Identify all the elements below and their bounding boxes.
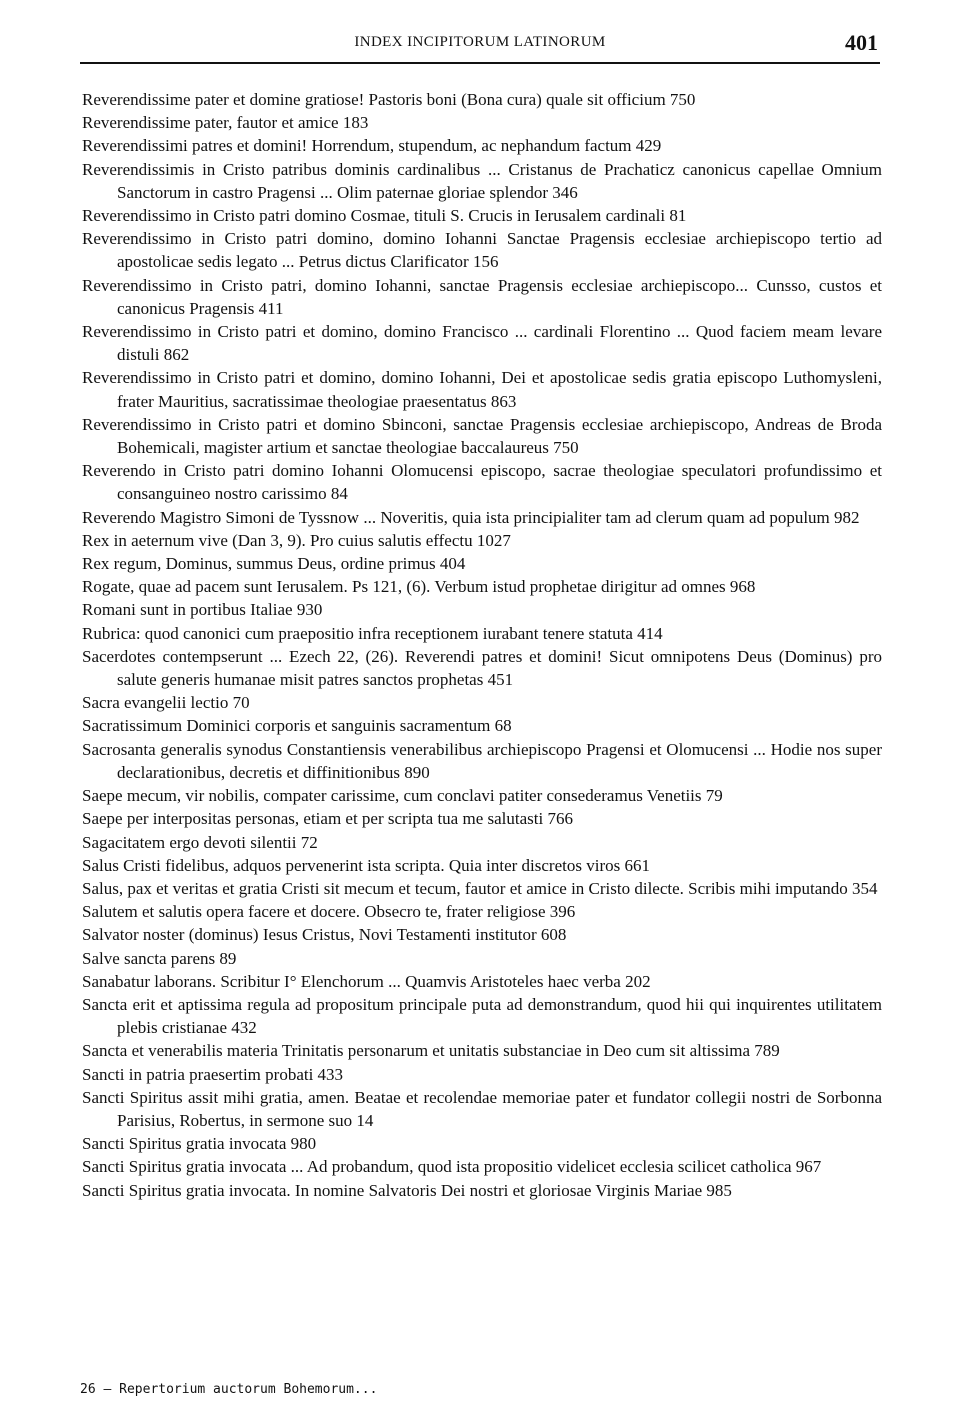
index-entry: Reverendissimi patres et domini! Horrendum, stupendum, ac nephandum factum 429 bbox=[82, 136, 662, 156]
index-entry-list bbox=[82, 88, 882, 1202]
index-entry: Reverendissimo in Cristo patri domino, domino Iohanni Sanctae Pragensis ecclesiae archiepiscopo tertio ad apostolicae sedis legato ... Petrus dictus Clarificator 156 bbox=[82, 229, 882, 272]
index-entry: Sancti Spiritus gratia invocata 980 bbox=[82, 1134, 317, 1154]
index-entry: Salus, pax et veritas et gratia Cristi sit mecum et tecum, fautor et amice in Cristo dilecte. Scribis mihi imputando 354 bbox=[82, 878, 878, 898]
index-entry: Reverendo in Cristo patri domino Iohanni Olomucensi episcopo, sacrae theologiae speculatori profundissimo et consanguineo nostro carissimo 84 bbox=[82, 461, 882, 504]
index-entry: Sacrosanta generalis synodus Constantiensis venerabilibus archiepiscopo Pragensi et Olomucensi ... Hodie nos super declarationibus, decretis et diffinitionibus 890 bbox=[82, 739, 882, 782]
index-entry: Rex regum, Dominus, summus Deus, ordine primus 404 bbox=[82, 554, 466, 574]
index-entry: Salutem et salutis opera facere et docere. Obsecro te, frater religiose 396 bbox=[82, 902, 576, 922]
index-entry: Sancti Spiritus gratia invocata ... Ad probandum, quod ista propositio videlicet ecclesia scilicet catholica 967 bbox=[82, 1157, 822, 1177]
index-entry: Sancti in patria praesertim probati 433 bbox=[82, 1064, 344, 1084]
index-entry: Sancti Spiritus gratia invocata. In nomine Salvatoris Dei nostri et gloriosae Virginis Mariae 985 bbox=[82, 1180, 732, 1200]
index-entry: Rubrica: quod canonici cum praepositio infra receptionem iurabant tenere statuta 414 bbox=[82, 623, 663, 643]
index-entry: Reverendissimo in Cristo patri, domino Iohanni, sanctae Pragensis ecclesiae archiepiscopo... Cunsso, custos et canonicus Pragensis 411 bbox=[82, 275, 882, 318]
index-entry: Reverendissimo in Cristo patri et domino, domino Francisco ... cardinali Florentino ... Quod faciem meam levare distuli 862 bbox=[82, 322, 882, 365]
signature-mark: 26 — Repertorium auctorum Bohemorum... bbox=[80, 1382, 378, 1397]
index-entry: Saepe per interpositas personas, etiam et per scripta tua me salutasti 766 bbox=[82, 809, 573, 829]
index-entry: Sancta et venerabilis materia Trinitatis personarum et unitatis substanciae in Deo cum sit altissima 789 bbox=[82, 1041, 780, 1061]
index-entry: Sagacitatem ergo devoti silentii 72 bbox=[82, 832, 318, 852]
index-entry: Reverendissime pater et domine gratiose! Pastoris boni (Bona cura) quale sit officium 750 bbox=[82, 90, 696, 109]
index-entry: Rex in aeternum vive (Dan 3, 9). Pro cuius salutis effectu 1027 bbox=[82, 530, 511, 550]
index-entry: Sacratissimum Dominici corporis et sanguinis sacramentum 68 bbox=[82, 716, 512, 736]
index-entry: Salus Cristi fidelibus, adquos pervenerint ista scripta. Quia inter discretos viros 661 bbox=[82, 855, 650, 875]
index-entry: Reverendissime pater, fautor et amice 183 bbox=[82, 113, 369, 133]
index-entry: Reverendissimo in Cristo patri et domino, domino Iohanni, Dei et apostolicae sedis gratia episcopo Luthomysleni, frater Mauritius, sacratissimae theologiae praesentatus 863 bbox=[82, 368, 882, 411]
index-entry: Sacra evangelii lectio 70 bbox=[82, 693, 250, 713]
index-entry: Sancta erit et aptissima regula ad propositum principale puta ad demonstrandum, quod hii qui inquirentes utilitatem plebis cristianae 432 bbox=[82, 994, 882, 1038]
index-entry: Salve sancta parens 89 bbox=[82, 948, 237, 968]
index-entry: Reverendo Magistro Simoni de Tyssnow ... Noveritis, quia ista principialiter tam ad clerum quam ad populum 982 bbox=[82, 507, 860, 527]
index-entry: Sanabatur laborans. Scribitur I° Elenchorum ... Quamvis Aristoteles haec verba 202 bbox=[82, 971, 651, 991]
running-title: INDEX INCIPITORUM LATINORUM bbox=[354, 34, 606, 50]
index-entry: Reverendissimis in Cristo patribus dominis cardinalibus ... Cristanus de Prachaticz canonicus capellae Omnium Sanctorum in castro Pragensi ... Olim paternae gloriae splendor 346 bbox=[82, 159, 882, 202]
page-number: 401 bbox=[845, 30, 878, 55]
index-entry: Rogate, quae ad pacem sunt Ierusalem. Ps 121, (6). Verbum istud prophetae dirigitur ad omnes 968 bbox=[82, 577, 756, 597]
index-entry: Reverendissimo in Cristo patri domino Cosmae, tituli S. Crucis in Ierusalem cardinali 81 bbox=[82, 206, 687, 226]
index-entry: Saepe mecum, vir nobilis, compater carissime, cum conclavi patiter consederamus Venetiis 79 bbox=[82, 786, 723, 806]
page-header bbox=[80, 30, 880, 64]
index-entry: Sacerdotes contempserunt ... Ezech 22, (26). Reverendi patres et domini! Sicut omnipotens Deus (Dominus) pro salute generis humanae misit patres sanctos prophetas 451 bbox=[82, 646, 882, 690]
index-entry: Romani sunt in portibus Italiae 930 bbox=[82, 600, 323, 620]
index-entry: Salvator noster (dominus) Iesus Cristus, Novi Testamenti institutor 608 bbox=[82, 925, 567, 945]
index-entry: Reverendissimo in Cristo patri et domino Sbinconi, sanctae Pragensis ecclesiae archiepiscopo, Andreas de Broda Bohemicali, magister artium et sanctae theologiae baccalaureus 750 bbox=[82, 414, 882, 458]
index-entry: Sancti Spiritus assit mihi gratia, amen. Beatae et recolendae memoriae pater et fundator collegii nostri de Sorbonna Parisius, Robertus, in sermone suo 14 bbox=[82, 1087, 882, 1130]
